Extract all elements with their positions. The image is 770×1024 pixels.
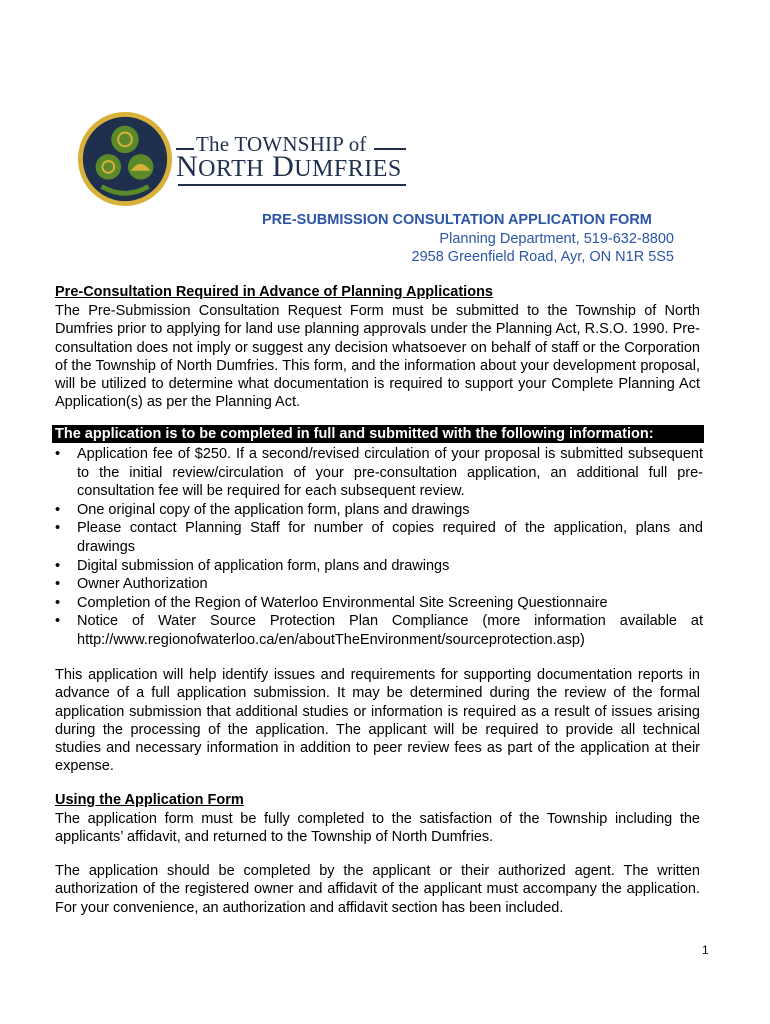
department-contact: Planning Department, 519-632-8800	[439, 231, 674, 247]
form-title: PRE-SUBMISSION CONSULTATION APPLICATION FORM	[262, 212, 652, 228]
list-item: • Completion of the Region of Waterloo Environmental Site Screening Questionnaire	[55, 594, 608, 611]
page-number: 1	[702, 943, 709, 957]
logo-underline	[178, 184, 406, 186]
list-item: • Digital submission of application form, plans and drawings	[55, 557, 450, 574]
list-item: • One original copy of the application form, plans and drawings	[55, 501, 470, 518]
identify-issues-body: This application will help identify issues and requirements for supporting documentation reports in advance of a full application submission. It may be determined during the review of the formal application submission that additional studies or information is required as a result of issues arising during the processing of the application. The applicant will be required to provide all technical studies and necessary information in addition to peer review fees as part of the application at their expense.	[55, 667, 700, 775]
logo-line1: The TOWNSHIP of	[196, 132, 367, 156]
list-item: • Please contact Planning Staff for number of copies required of the application, plans and drawings	[55, 520, 703, 555]
requirements-banner: The application is to be completed in full and submitted with the following information:	[52, 425, 704, 443]
list-item: • Notice of Water Source Protection Plan Compliance (more information available at http://www.regionofwaterloo.ca/en/aboutTheEnvironment/sourceprotection.asp)	[55, 613, 703, 648]
using-form-body-2: The application should be completed by the applicant or their authorized agent. The written authorization of the registered owner and affidavit of the applicant must accompany the application. For your convenience, an authorization and affidavit section has been included.	[55, 863, 700, 916]
pre-consultation-heading: Pre-Consultation Required in Advance of Planning Applications	[55, 284, 493, 300]
list-item: • Owner Authorization	[55, 576, 208, 593]
bullet-icon: •	[55, 501, 61, 518]
using-form-heading: Using the Application Form	[55, 792, 244, 808]
logo-line2: NORTH DUMFRIES	[176, 150, 402, 183]
using-form-body-1: The application form must be fully completed to the satisfaction of the Township including the applicants’ affidavit, and returned to the Township of North Dumfries.	[55, 811, 700, 846]
requirements-list	[55, 445, 703, 650]
bullet-icon: •	[55, 520, 61, 537]
bullet-icon: •	[55, 576, 61, 593]
department-address: 2958 Greenfield Road, Ayr, ON N1R 5S5	[411, 249, 674, 265]
township-seal-icon	[76, 110, 174, 208]
township-logo	[76, 110, 416, 210]
bullet-icon: •	[55, 557, 61, 574]
list-item: • Application fee of $250. If a second/revised circulation of your proposal is submitted subsequent to the initial review/circulation of your pre-consultation application, an additional full pre-consultation fee will be required for each subsequent review.	[55, 446, 703, 500]
bullet-icon: •	[55, 594, 61, 611]
pre-consultation-body: The Pre-Submission Consultation Request Form must be submitted to the Township of North Dumfries prior to applying for land use planning approvals under the Planning Act, R.S.O. 1990. Pre-consultation does not imply or suggest any decision whatsoever on behalf of staff or the Corporation of the Township of North Dumfries. This form, and the information about your development proposal, will be utilized to determine what documentation is required to support your Complete Planning Act Application(s) as per the Planning Act.	[55, 303, 700, 411]
bullet-icon: •	[55, 446, 61, 462]
bullet-icon: •	[55, 613, 61, 630]
